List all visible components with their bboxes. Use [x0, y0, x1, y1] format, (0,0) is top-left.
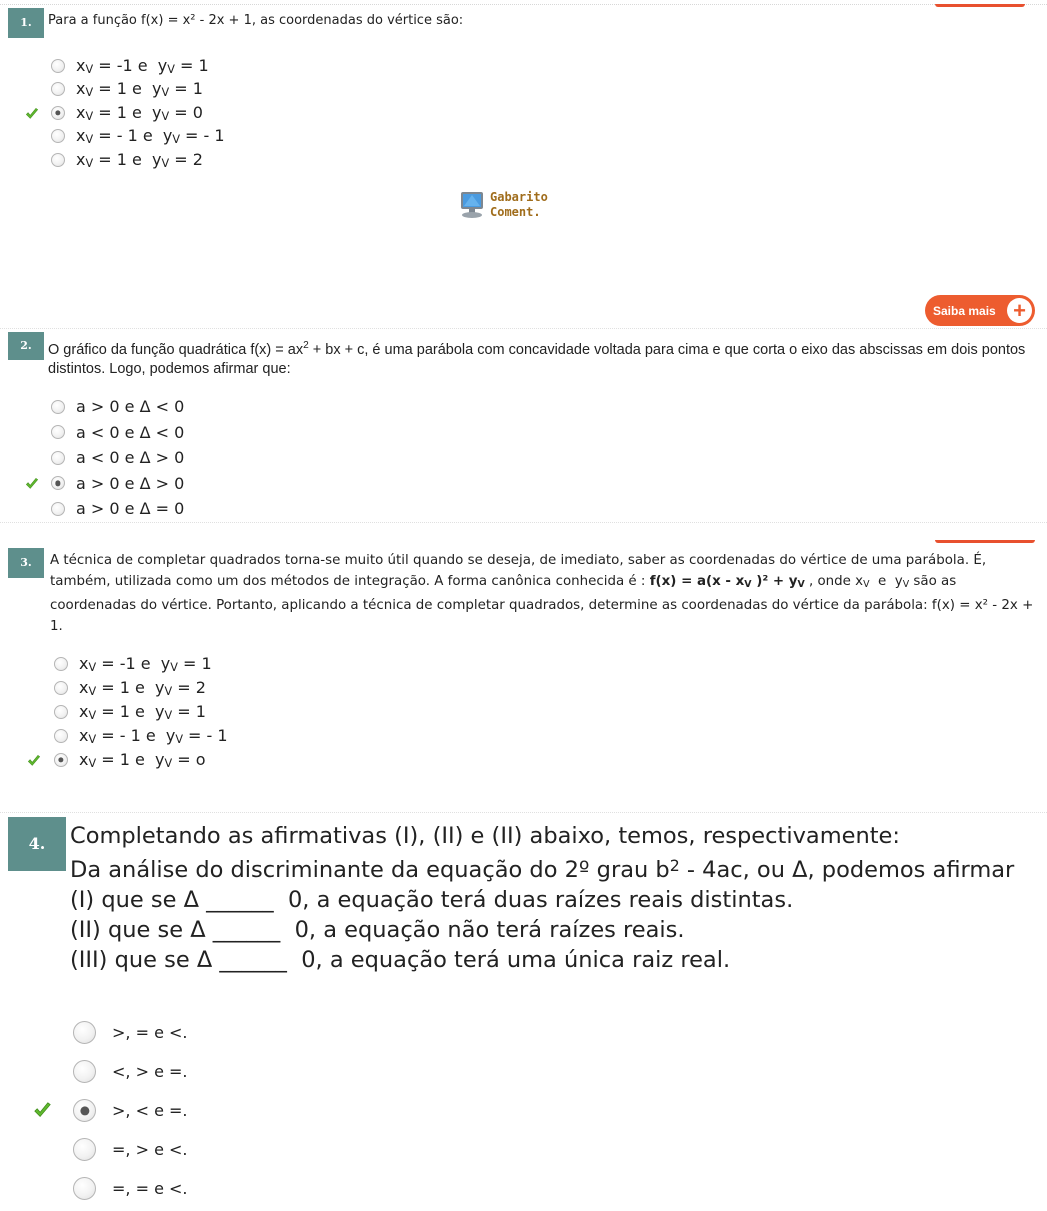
prompt-line-2-b: - 4ac, ou Δ, podemos afirmar	[679, 857, 1015, 883]
option-label	[79, 726, 228, 746]
option-x-value: = - 1 e	[93, 126, 163, 146]
prompt-part-b: , onde	[804, 574, 856, 589]
prompt-line-2-sup: 2	[669, 856, 680, 875]
option-y: y	[151, 149, 162, 169]
option-label: a < 0 e Δ > 0	[76, 448, 185, 468]
gabarito-line-2: Coment.	[490, 205, 541, 219]
option-y: y	[160, 654, 171, 673]
option-label	[79, 654, 212, 674]
option-radio[interactable]	[54, 753, 68, 767]
option-radio[interactable]	[54, 681, 68, 695]
option-x: x	[79, 750, 89, 769]
option-radio[interactable]	[73, 1138, 96, 1161]
option-y-sub: V	[175, 733, 183, 746]
question-separator	[0, 522, 1047, 523]
prompt-line-4: (II) que se Δ ______ 0, a equação não terá raízes reais.	[70, 917, 685, 943]
prompt-line-2	[70, 851, 1045, 885]
option-y-sub: V	[164, 757, 173, 770]
options-list	[0, 652, 654, 772]
xv-symbol: x	[855, 574, 864, 589]
option-y: y	[165, 726, 176, 745]
option-label	[76, 103, 203, 123]
option-y-value: = 1	[172, 702, 206, 721]
option-y-sub: V	[167, 62, 175, 76]
option-label	[76, 126, 225, 146]
option-x: x	[76, 55, 86, 75]
question-number-badge: 2.	[8, 332, 44, 360]
prompt-line-3: (I) que se Δ ______ 0, a equação terá duas raízes reais distintas.	[70, 887, 794, 913]
option-y-value: = - 1	[182, 726, 228, 745]
option-x-sub: V	[88, 709, 97, 722]
option-y: y	[151, 102, 162, 122]
gabarito-comentado-link[interactable]	[458, 190, 548, 220]
option-label: =, = e <.	[112, 1179, 188, 1198]
option-x-sub: V	[88, 733, 97, 746]
plus-icon: +	[1007, 298, 1032, 323]
orange-tab-decoration	[935, 4, 1025, 7]
option-x: x	[79, 702, 89, 721]
option-4[interactable]	[0, 724, 654, 748]
option-y-value: = 0	[169, 102, 203, 122]
option-x-sub: V	[85, 156, 94, 170]
options-list	[0, 54, 651, 172]
option-radio[interactable]	[54, 657, 68, 671]
prompt-part-b: + bx + c, é uma parábola com concavidade voltada para cima e que corta o eixo das abscissas em dois pontos distintos. Logo, podemos afirmar que:	[48, 342, 1026, 377]
check-icon	[27, 754, 41, 768]
option-3[interactable]	[0, 101, 651, 125]
option-radio[interactable]	[51, 82, 65, 96]
option-3[interactable]	[0, 700, 654, 724]
option-4[interactable]	[0, 1130, 673, 1169]
option-x-sub: V	[88, 661, 97, 674]
check-icon	[25, 107, 39, 121]
option-label: <, > e =.	[112, 1062, 188, 1081]
question-number-badge: 3.	[8, 548, 44, 578]
option-x-sub: V	[85, 86, 94, 100]
canonical-formula	[650, 574, 805, 589]
option-label	[76, 56, 209, 76]
formula-sub-2: V	[797, 579, 805, 590]
option-5[interactable]	[0, 1169, 673, 1208]
option-1[interactable]	[0, 652, 654, 676]
option-3[interactable]	[0, 445, 651, 471]
option-4[interactable]	[0, 125, 651, 149]
option-label	[76, 150, 203, 170]
option-radio[interactable]	[54, 705, 68, 719]
option-x-sub: V	[85, 133, 94, 147]
question-separator	[0, 812, 1047, 813]
option-2[interactable]	[0, 1052, 673, 1091]
prompt-line-5: (III) que se Δ ______ 0, a equação terá uma única raiz real.	[70, 947, 731, 973]
option-radio[interactable]	[51, 129, 65, 143]
option-radio[interactable]	[73, 1177, 96, 1200]
option-radio[interactable]	[51, 400, 65, 414]
option-4[interactable]	[0, 471, 651, 497]
option-y-value: = 1	[174, 55, 209, 75]
option-label	[76, 79, 203, 99]
option-5[interactable]	[0, 496, 651, 522]
option-2[interactable]	[0, 78, 651, 102]
formula-part-a: f(x) = a(x - x	[649, 574, 745, 589]
option-y-sub: V	[164, 685, 173, 698]
prompt-part-a: A técnica de completar quadrados torna-se muito útil quando se deseja, de imediato, saber as coordenadas do vértice de uma parábola. É, também, utilizada como um dos métodos de integração. A forma canônica conhecida é :	[50, 553, 987, 589]
option-radio[interactable]	[51, 59, 65, 73]
option-x-value: = 1 e	[93, 149, 152, 169]
option-radio[interactable]	[73, 1060, 96, 1083]
options-list	[0, 394, 651, 522]
option-radio[interactable]	[51, 502, 65, 516]
option-label	[79, 678, 206, 698]
option-radio[interactable]	[54, 729, 68, 743]
option-x-sub: V	[85, 62, 94, 76]
option-1[interactable]	[0, 54, 651, 78]
option-x: x	[76, 126, 86, 146]
option-label	[79, 702, 206, 722]
option-5[interactable]	[0, 748, 654, 772]
prompt-line-1: Completando as afirmativas (I), (II) e (II) abaixo, temos, respectivamente:	[70, 823, 900, 849]
computer-monitor-icon	[458, 190, 486, 220]
option-label: a > 0 e Δ > 0	[76, 473, 185, 493]
option-y: y	[157, 55, 168, 75]
yv-sub: V	[902, 579, 910, 590]
prompt-part-c: são as coordenadas do vértice. Portanto, aplicando a técnica de completar quadrados, determine as coordenadas do vértice da parábola: f(x) = x² - 2x + 1.	[50, 574, 1034, 634]
option-x-sub: V	[85, 109, 94, 123]
option-y: y	[162, 126, 173, 146]
formula-part-b: )² + y	[751, 574, 798, 589]
option-radio[interactable]	[51, 451, 65, 465]
option-y-value: = o	[172, 750, 206, 769]
prompt-part-a: O gráfico da função quadrática f(x) = ax	[48, 342, 304, 358]
question-prompt: Para a função f(x) = x² - 2x + 1, as coordenadas do vértice são:	[48, 13, 464, 28]
yv-symbol: y	[894, 574, 903, 589]
option-2[interactable]	[0, 420, 651, 446]
option-radio[interactable]	[51, 106, 65, 120]
question-number-badge: 1.	[8, 8, 44, 38]
question-prompt	[70, 821, 1045, 975]
saiba-mais-label: Saiba mais	[933, 303, 996, 318]
option-radio[interactable]	[51, 153, 65, 167]
xv-sub: V	[863, 579, 870, 590]
option-y-sub: V	[161, 156, 170, 170]
formula-sub-1: V	[744, 579, 752, 590]
option-x-value: = - 1 e	[96, 726, 166, 745]
option-y: y	[154, 678, 165, 697]
option-x: x	[76, 149, 86, 169]
option-y-sub: V	[161, 86, 170, 100]
option-label	[79, 750, 205, 770]
option-label: a > 0 e Δ < 0	[76, 397, 185, 417]
option-y-value: = 2	[172, 678, 206, 697]
question-prompt	[48, 336, 1028, 379]
question-number-badge: 4.	[8, 817, 66, 871]
option-y: y	[154, 750, 165, 769]
option-x-value: = 1 e	[96, 750, 155, 769]
option-5[interactable]	[0, 148, 651, 172]
option-y: y	[151, 79, 162, 99]
gabarito-line-1: Gabarito	[490, 190, 548, 204]
check-icon	[25, 477, 39, 491]
option-label: a > 0 e Δ = 0	[76, 499, 185, 519]
top-divider	[0, 4, 1047, 5]
option-y-value: = 1	[169, 79, 203, 99]
option-label: >, = e <.	[112, 1023, 188, 1042]
option-radio[interactable]	[51, 425, 65, 439]
check-icon	[33, 1101, 52, 1120]
gabarito-label	[486, 190, 548, 220]
option-label: >, < e =.	[112, 1101, 188, 1120]
and-word: e	[869, 574, 895, 589]
option-y-value: = 1	[177, 654, 212, 673]
option-x-value: = -1 e	[96, 654, 161, 673]
option-x-sub: V	[88, 757, 97, 770]
option-x-value: = -1 e	[93, 55, 158, 75]
question-prompt	[50, 550, 1045, 637]
option-radio[interactable]	[73, 1021, 96, 1044]
option-label: =, > e <.	[112, 1140, 188, 1159]
question-separator	[0, 328, 1047, 329]
option-y-sub: V	[172, 133, 180, 147]
option-y-sub: V	[170, 661, 178, 674]
options-list	[0, 1013, 673, 1208]
option-x-value: = 1 e	[96, 678, 155, 697]
option-radio[interactable]	[51, 476, 65, 490]
option-radio[interactable]	[73, 1099, 96, 1122]
option-y: y	[154, 702, 165, 721]
option-x: x	[76, 79, 86, 99]
option-x: x	[79, 678, 89, 697]
option-3[interactable]	[0, 1091, 673, 1130]
option-x-value: = 1 e	[93, 79, 152, 99]
option-y-sub: V	[161, 109, 170, 123]
option-x-sub: V	[88, 685, 97, 698]
option-x: x	[79, 654, 89, 673]
saiba-mais-button[interactable]	[925, 295, 1035, 326]
option-label: a < 0 e Δ < 0	[76, 422, 185, 442]
option-y-sub: V	[164, 709, 173, 722]
option-x-value: = 1 e	[96, 702, 155, 721]
option-x: x	[79, 726, 89, 745]
option-2[interactable]	[0, 676, 654, 700]
option-x-value: = 1 e	[93, 102, 152, 122]
option-y-value: = 2	[169, 149, 203, 169]
orange-tab-decoration	[935, 540, 1035, 543]
option-1[interactable]	[0, 1013, 673, 1052]
prompt-line-2-a: Da análise do discriminante da equação do 2º grau b	[70, 857, 670, 883]
option-y-value: = - 1	[179, 126, 225, 146]
option-1[interactable]	[0, 394, 651, 420]
prompt-exponent: 2	[303, 340, 309, 351]
option-x: x	[76, 102, 86, 122]
